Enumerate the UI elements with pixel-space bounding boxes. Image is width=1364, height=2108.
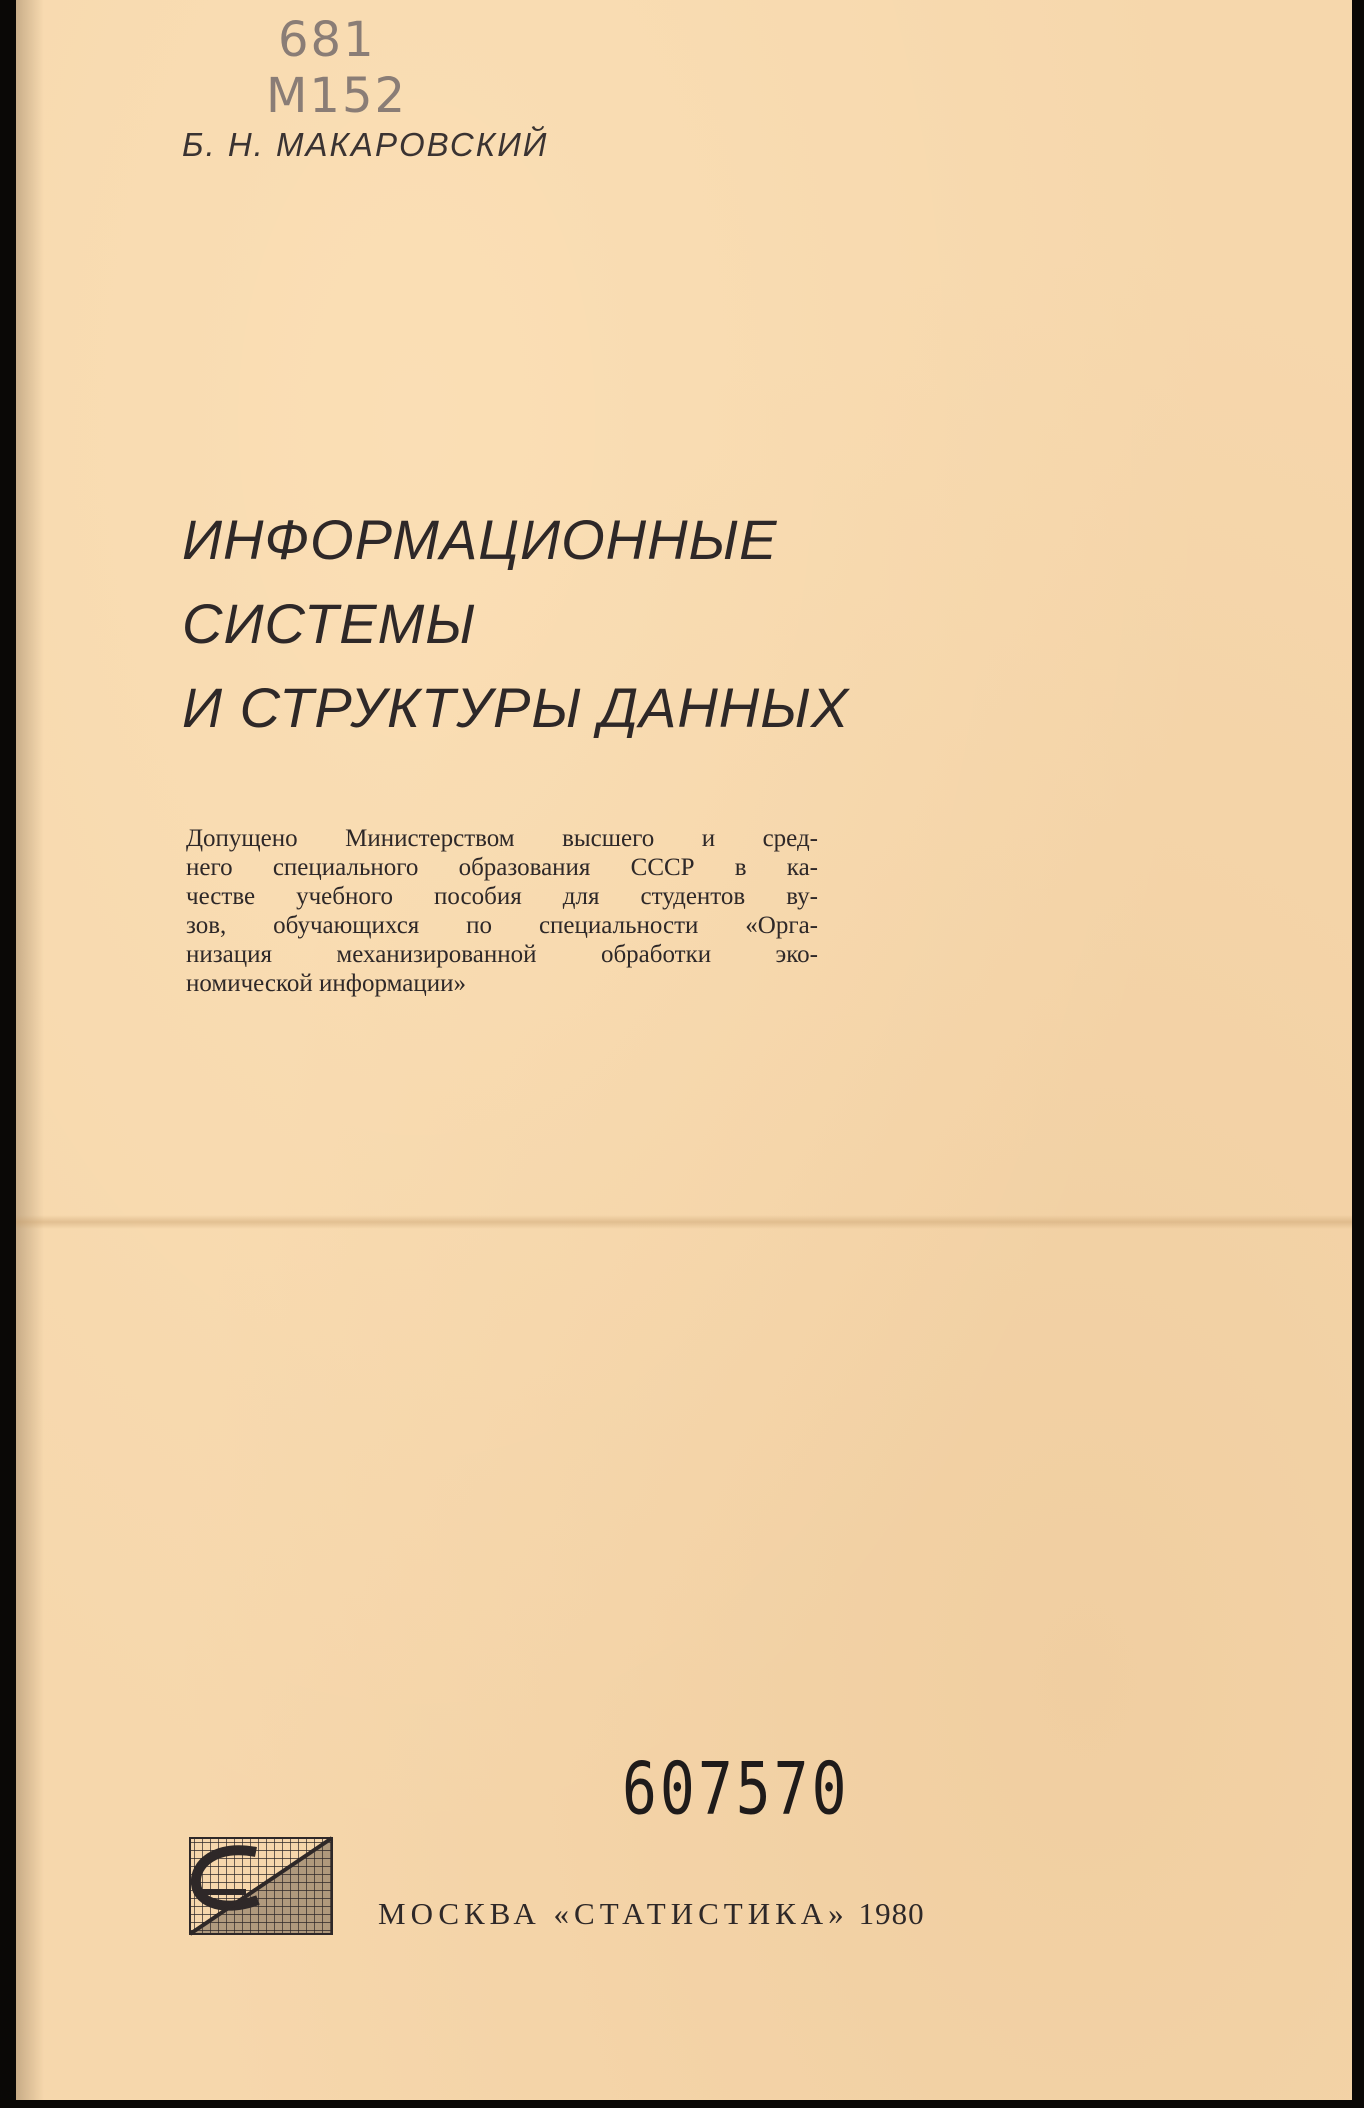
- title-line-2: СИСТЕМЫ: [182, 592, 476, 655]
- title-line-1: ИНФОРМАЦИОННЫЕ: [182, 508, 778, 571]
- shelfmark-line-1: 681: [278, 12, 376, 68]
- shelfmark-line-2: M152: [266, 68, 408, 124]
- imprint-city-publisher: МОСКВА «СТАТИСТИКА»: [378, 1896, 849, 1931]
- publisher-imprint: [378, 1896, 925, 1932]
- approval-line: честве учебного пособия для студентов ву-: [186, 883, 818, 910]
- approval-line: него специального образования СССР в ка-: [186, 854, 818, 881]
- inventory-stamp: [622, 1746, 850, 1831]
- title-line-3: И СТРУКТУРЫ ДАННЫХ: [182, 676, 850, 739]
- approval-line: низация механизированной обработки эко-: [186, 941, 818, 968]
- approval-line: зов, обучающихся по специальности «Орга-: [186, 912, 818, 939]
- inventory-number: 607570: [622, 1746, 850, 1831]
- handwritten-shelfmark: [256, 8, 476, 128]
- paper-fold: [16, 1215, 1352, 1229]
- statistika-publisher-logo-icon: [186, 1834, 336, 1938]
- approval-line: номической информации»: [186, 970, 466, 997]
- book-title: [182, 498, 849, 750]
- approval-line: Допущено Министерством высшего и сред-: [186, 825, 818, 852]
- ministry-approval-note: [186, 824, 818, 998]
- title-page: [16, 0, 1352, 2100]
- author-name: Б. Н. МАКАРОВСКИЙ: [182, 126, 549, 163]
- imprint-year: 1980: [858, 1896, 925, 1931]
